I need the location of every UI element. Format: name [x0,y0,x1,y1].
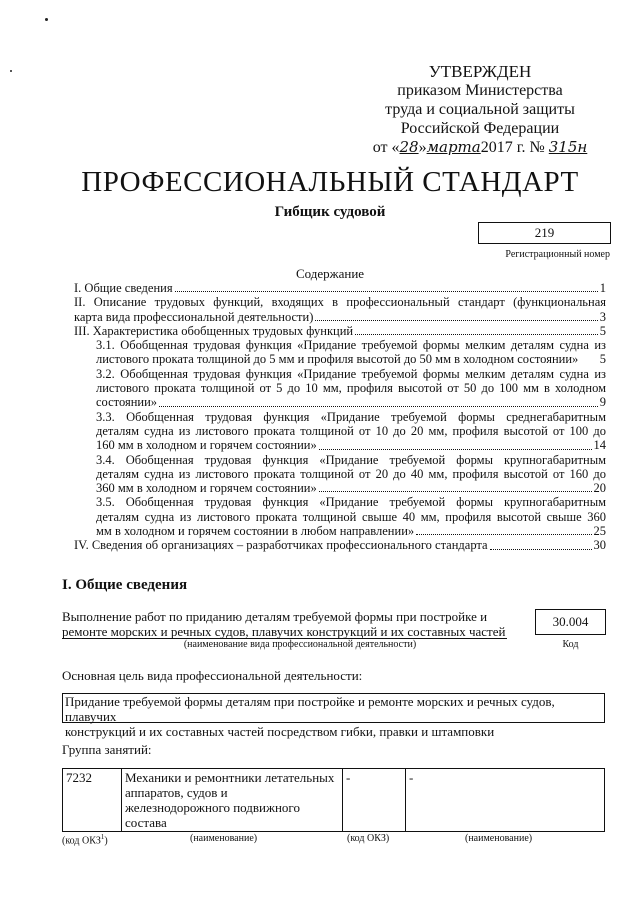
handwritten-number: 315н [548,138,588,156]
registration-label: Регистрационный номер [505,249,610,260]
toc-item[interactable]: IV. Сведения об организациях – разработчиках профессионального стандарта 30 [74,538,606,553]
toc-item[interactable]: 3.2. Обобщенная трудовая функция «Придание требуемой формы мелким деталям судна из листового проката толщиной от 5 до 10 мм, профиля высотой от 50 до 100 мм в холодном состоянии» 9 [96,366,606,410]
okz-name-cell: Механики и ремонтники летательных аппаратов, судов и железнодорожного подвижного состава [122,769,343,832]
toc-item[interactable]: I. Общие сведения 1 [74,281,606,295]
goal-box: Придание требуемой формы деталям при постройке и ремонте морских и речных судов, плавучих конструкций и их составных частей посредством гибки, правки и штамповки [62,693,605,723]
toc-item[interactable]: III. Характеристика обобщенных трудовых функций 5 [74,323,606,338]
table-caption: (наименование) [465,833,533,844]
table-of-contents [74,281,606,553]
toc-heading: Содержание [295,266,365,281]
approval-date: от «28»марта2017 г. № 315н [372,138,588,156]
standard-name: Гибщик судовой [274,204,386,220]
activity-kind-caption: (наименование вида профессиональной деятельности) [183,639,417,650]
toc-item[interactable]: 3.3. Обобщенная трудовая функция «Придание требуемой формы среднегабаритным деталям судна из листового проката толщиной от 10 до 20 мм, профиля высотой от 100 до 160 мм в холодном и горячем состоянии» 14 [96,409,606,453]
okz-code-cell: 7232 [63,769,122,832]
table-caption: (код ОКЗ$^1$) [62,833,108,847]
page-title: ПРОФЕССИОНАЛЬНЫЙ СТАНДАРТ [81,166,579,198]
activity-code: 30.004 [535,609,606,635]
approval-stamp [360,62,600,157]
okz-name-cell: - [406,769,605,832]
approval-line: приказом Министерства [397,82,563,99]
approval-line: труда и социальной защиты [385,101,575,118]
approval-line: УТВЕРЖДЕН [428,62,532,81]
activity-code-caption: Код [562,639,579,650]
activity-kind: Выполнение работ по приданию деталям требуемой формы при постройке и ремонте морских и речных судов, плавучих конструкций и их составных частей [62,609,506,639]
scan-speck [10,70,12,72]
registration-number: 219 [478,222,611,244]
handwritten-day: 28 [399,138,419,156]
occupation-group-table [62,768,605,832]
group-label: Группа занятий: [62,742,152,757]
okz-code-cell: - [343,769,406,832]
toc-item[interactable]: II. Описание трудовых функций, входящих в профессиональный стандарт (функциональная карта вида профессиональной деятельности) 3 [74,295,606,324]
table-caption: (код ОКЗ) [347,833,390,844]
goal-label: Основная цель вида профессиональной деятельности: [62,668,363,683]
toc-item[interactable]: 3.4. Обобщенная трудовая функция «Придание требуемой формы крупногабаритным деталям судна из листового проката толщиной от 20 до 40 мм, профиля высотой от 160 до 360 мм в холодном и горячем состоянии» 20 [96,452,606,496]
table-row [63,769,605,832]
toc-item[interactable]: 3.1. Обобщенная трудовая функция «Придание требуемой формы мелким деталям судна из листового проката толщиной до 5 мм и профиля высотой до 50 мм в холодном состоянии» 5 [96,338,606,367]
handwritten-month: марта [426,138,481,156]
toc-item[interactable]: 3.5. Обобщенная трудовая функция «Придание требуемой формы крупногабаритным деталям судна из листового проката толщиной свыше 40 мм, профиля высотой свыше 360 мм в холодном и горячем состоянии в любом направлении» 25 [96,495,606,539]
scan-speck [45,18,48,21]
approval-line: Российской Федерации [400,120,560,137]
table-caption: (наименование) [190,833,258,844]
section-heading: I. Общие сведения [62,577,188,593]
